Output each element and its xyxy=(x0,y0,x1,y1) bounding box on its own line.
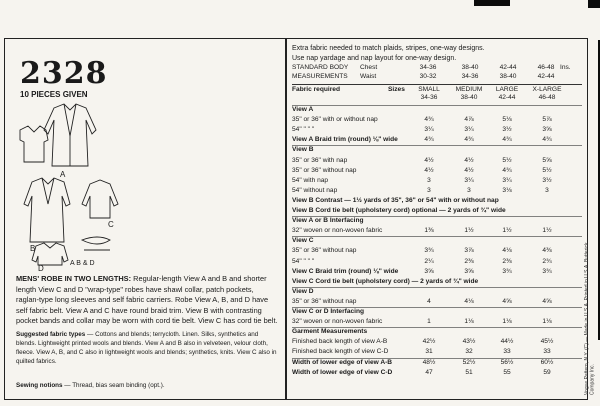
row-label: View D xyxy=(292,287,314,295)
waist-small: 30-32 xyxy=(419,73,437,80)
table-divider xyxy=(292,145,582,146)
row-label: View C or D Interfacing xyxy=(292,308,365,315)
row-value: 5⅞ xyxy=(542,116,552,124)
row-value: 1⅛ xyxy=(542,318,552,326)
measure-label1: STANDARD BODY xyxy=(292,64,349,71)
row-value: 3¾ xyxy=(424,247,434,255)
table-row xyxy=(292,288,582,297)
fabric-types-title: Suggested fabric types xyxy=(16,331,86,338)
table-row xyxy=(292,359,582,368)
side-imprint: Vogue Pattern, N.Y. (C) — Made in U.S.A. Printed in U.S.A. Butterick Company Inc. xyxy=(584,242,596,395)
row-label: View C Braid trim (round) ⅛" wide xyxy=(292,267,399,275)
waist-medium: 34-36 xyxy=(461,73,479,80)
row-value: 3 xyxy=(427,176,431,184)
row-value: 51 xyxy=(465,368,473,376)
table-row xyxy=(292,369,582,378)
row-value: 4¾ xyxy=(502,166,512,174)
row-label: View C xyxy=(292,237,314,245)
row-value: 33 xyxy=(503,348,511,356)
row-value: 2⅜ xyxy=(464,257,474,265)
view-b-sketch xyxy=(24,178,70,242)
units-label: Ins. xyxy=(560,64,571,71)
table-row xyxy=(292,207,582,216)
row-value: 2¼ xyxy=(424,257,434,265)
waist-large: 38-40 xyxy=(499,73,517,80)
row-value: 4 xyxy=(427,297,431,305)
table-row xyxy=(292,187,582,196)
row-label: Finished back length of view C-D xyxy=(292,348,389,356)
row-label: 35" or 36" without nap xyxy=(292,166,357,174)
table-divider xyxy=(292,327,582,328)
table-row xyxy=(292,197,582,206)
table-row xyxy=(292,298,582,307)
row-value: 31 xyxy=(425,348,433,356)
row-label: View A or B Interfacing xyxy=(292,217,364,225)
row-label: View B Contrast — 1½ yards of 35", 36" or 54" with or without nap xyxy=(292,196,499,204)
row-value: 43½ xyxy=(462,338,476,346)
col-head-large: LARGE xyxy=(495,86,519,93)
row-value: 3¼ xyxy=(424,126,434,134)
row-value: 4¾ xyxy=(542,136,552,144)
robe-sketches xyxy=(14,100,144,265)
row-label: 32" woven or non-woven fabric xyxy=(292,318,383,326)
belt-sketch xyxy=(82,237,110,250)
row-value: 55 xyxy=(503,368,511,376)
col-sub-small: 34-36 xyxy=(420,94,438,101)
row-value: 3¼ xyxy=(502,176,512,184)
view-small-sketch xyxy=(20,126,48,162)
row-value: 32 xyxy=(465,348,473,356)
description xyxy=(16,274,278,327)
table-row xyxy=(292,157,582,166)
table-divider xyxy=(292,216,582,217)
row-label: View A Braid trim (round) ⅛" wide xyxy=(292,136,398,144)
row-value: 1⅜ xyxy=(424,227,434,235)
row-value: 4⅜ xyxy=(542,247,552,255)
table-sub-row xyxy=(292,94,582,103)
table-row xyxy=(292,217,582,226)
notions-title: Sewing notions xyxy=(16,382,63,389)
col-sub-medium: 38-40 xyxy=(460,94,478,101)
table-divider xyxy=(292,287,582,288)
row-value: 59 xyxy=(543,368,551,376)
waist-xlarge: 42-44 xyxy=(537,73,555,80)
row-value: 3⅝ xyxy=(424,267,434,275)
row-value: 1½ xyxy=(502,227,512,235)
row-value: 45½ xyxy=(540,338,554,346)
fabric-note-line1: Extra fabric needed to match plaids, stripes, one-way designs. xyxy=(292,45,485,52)
row-value: 4½ xyxy=(424,156,434,164)
row-value: 4⅝ xyxy=(502,297,512,305)
table-row xyxy=(292,318,582,327)
row-value: 2¾ xyxy=(542,257,552,265)
row-label: Width of lower edge of view A-B xyxy=(292,358,393,366)
table-row xyxy=(292,227,582,236)
row-value: 44½ xyxy=(500,338,514,346)
row-value: 5½ xyxy=(542,166,552,174)
description-body: Regular-length View A and B and shorter length View C and D "wrap-type" robes have shawl collar, patch pockets, raglan-type long sleeves and self fabric carriers. Robe View A, B, and D have self fabric belt. View A and C have round braid trim. View B with contrasting pocket bands and collar may be worn with cord tie belt. View C has cord tie belt. xyxy=(16,274,278,325)
row-value: 3⅞ xyxy=(464,247,474,255)
row-label: Finished back length of view A-B xyxy=(292,338,388,346)
row-value: 4¾ xyxy=(464,136,474,144)
fabric-note-line2: Use nap yardage and nap layout for one-way design. xyxy=(292,54,457,62)
row-value: 5½ xyxy=(502,156,512,164)
row-label: View B Cord tie belt (upholstery cord) optional — 2 yards of ¾" wide xyxy=(292,207,506,214)
row-label: 35" or 36" without nap xyxy=(292,247,357,255)
table-row xyxy=(292,106,582,115)
notions-body: — Thread, bias seam binding (opt.). xyxy=(64,382,165,389)
row-value: 5⅛ xyxy=(502,116,512,124)
registration-mark xyxy=(588,0,600,8)
row-value: 3¾ xyxy=(542,267,552,275)
row-label: 35" or 36" with or without nap xyxy=(292,116,378,124)
row-label: Garment Measurements xyxy=(292,328,368,336)
table-row xyxy=(292,177,582,186)
view-d-sketch xyxy=(32,243,68,265)
row-value: 4¾ xyxy=(424,116,434,124)
col-head-xlarge: X-LARGE xyxy=(532,86,562,93)
row-value: 3¼ xyxy=(464,126,474,134)
row-label: 32" woven or non-woven fabric xyxy=(292,227,383,235)
row-label: View C Cord tie belt (upholstery cord) — 2 yards of ¾" wide xyxy=(292,277,479,285)
row-value: 4⅝ xyxy=(542,297,552,305)
table-row xyxy=(292,146,582,155)
row-value: 3¼ xyxy=(464,176,474,184)
table-divider xyxy=(292,105,582,106)
sewing-notions xyxy=(16,382,165,389)
row-value: 1½ xyxy=(464,227,474,235)
table-row xyxy=(292,328,582,337)
col-sub-xlarge: 46-48 xyxy=(538,94,556,101)
pieces-count: 10 PIECES GIVEN xyxy=(20,90,88,99)
table-row xyxy=(292,247,582,256)
table-row xyxy=(292,116,582,125)
row-label: 54" without nap xyxy=(292,186,338,194)
row-value: 3 xyxy=(545,186,549,194)
row-value: 52½ xyxy=(462,358,476,366)
table-row xyxy=(292,338,582,347)
table-rule xyxy=(292,84,582,85)
view-c-sketch xyxy=(82,180,118,218)
row-value: 3¾ xyxy=(502,267,512,275)
description-title: MENS' ROBE IN TWO LENGTHS: xyxy=(16,274,132,283)
fabric-note xyxy=(292,44,582,63)
row-value: 3⅝ xyxy=(464,267,474,275)
label-view-b: B xyxy=(30,244,36,253)
row-value: 47 xyxy=(425,368,433,376)
row-value: 3 xyxy=(427,186,431,194)
table-divider xyxy=(292,307,582,308)
fabric-types-body: — Cottons and blends; terrycloth. Linen. Silks, synthetics and blends. Lightweight printed wools and blends. View A and B also in velveteen, velour cloth, fleece. View A, B, and C also in lightweight wools and blends; synthetics, knits. View C also in quilted fabrics. xyxy=(16,331,277,365)
row-value: 4½ xyxy=(464,156,474,164)
view-a-sketch xyxy=(44,104,96,166)
table-divider xyxy=(292,358,582,359)
row-value: 60½ xyxy=(540,358,554,366)
waist-label: Waist xyxy=(360,73,377,80)
row-value: 33 xyxy=(543,348,551,356)
row-value: 4⅞ xyxy=(464,116,474,124)
chest-large: 42-44 xyxy=(499,64,517,71)
row-value: 56½ xyxy=(500,358,514,366)
row-value: 4¾ xyxy=(502,136,512,144)
chest-medium: 38-40 xyxy=(461,64,479,71)
row-value: 4⅛ xyxy=(464,297,474,305)
fabric-types xyxy=(16,330,278,366)
table-divider xyxy=(292,236,582,237)
row-label: View B xyxy=(292,146,314,154)
row-value: 1⅛ xyxy=(464,318,474,326)
row-value: 3⅛ xyxy=(502,186,512,194)
row-value: 42½ xyxy=(422,338,436,346)
table-row xyxy=(292,258,582,267)
row-value: 1⅛ xyxy=(502,318,512,326)
row-label: 54" " " " xyxy=(292,257,315,265)
top-strip xyxy=(4,0,600,38)
label-view-d: D xyxy=(38,264,44,273)
row-value: 3⅝ xyxy=(542,126,552,134)
row-value: 4½ xyxy=(464,166,474,174)
row-label: View A xyxy=(292,106,314,113)
table-row xyxy=(292,268,582,277)
chest-small: 34-36 xyxy=(419,64,437,71)
row-value: 4¾ xyxy=(424,136,434,144)
pattern-number: 2328 xyxy=(20,56,108,91)
fabric-required-label: Fabric required xyxy=(292,86,341,93)
label-view-c: C xyxy=(108,220,114,229)
row-value: 3½ xyxy=(502,126,512,134)
row-label: 54" with nap xyxy=(292,176,329,184)
table-row xyxy=(292,278,582,287)
col-head-medium: MEDIUM xyxy=(455,86,483,93)
row-value: 2⅜ xyxy=(502,257,512,265)
table-row xyxy=(292,167,582,176)
row-value: 3 xyxy=(467,186,471,194)
row-label: 35" or 36" without nap xyxy=(292,297,357,305)
chest-label: Chest xyxy=(360,64,378,71)
measure-label2: MEASUREMENTS xyxy=(292,73,348,80)
chest-xlarge: 46-48 xyxy=(537,64,555,71)
label-view-a: A xyxy=(60,170,66,179)
table-row xyxy=(292,237,582,246)
label-view-abd: A B & D xyxy=(70,260,95,267)
row-label: 35" or 36" with nap xyxy=(292,156,348,164)
sizes-label: Sizes xyxy=(388,86,405,93)
row-value: 1 xyxy=(427,318,431,326)
table-row xyxy=(292,308,582,317)
registration-mark xyxy=(474,0,510,6)
table-row xyxy=(292,126,582,135)
row-value: 4⅛ xyxy=(502,247,512,255)
table-row xyxy=(292,348,582,357)
row-value: 4½ xyxy=(424,166,434,174)
row-value: 5⅝ xyxy=(542,156,552,164)
row-value: 1½ xyxy=(542,227,552,235)
row-value: 3½ xyxy=(542,176,552,184)
row-value: 48½ xyxy=(422,358,436,366)
col-head-small: SMALL xyxy=(418,86,440,93)
col-sub-large: 42-44 xyxy=(498,94,516,101)
table-row xyxy=(292,136,582,145)
row-label: 54" " " " xyxy=(292,126,315,134)
column-divider xyxy=(285,38,287,400)
row-label: Width of lower edge of view C-D xyxy=(292,368,393,376)
